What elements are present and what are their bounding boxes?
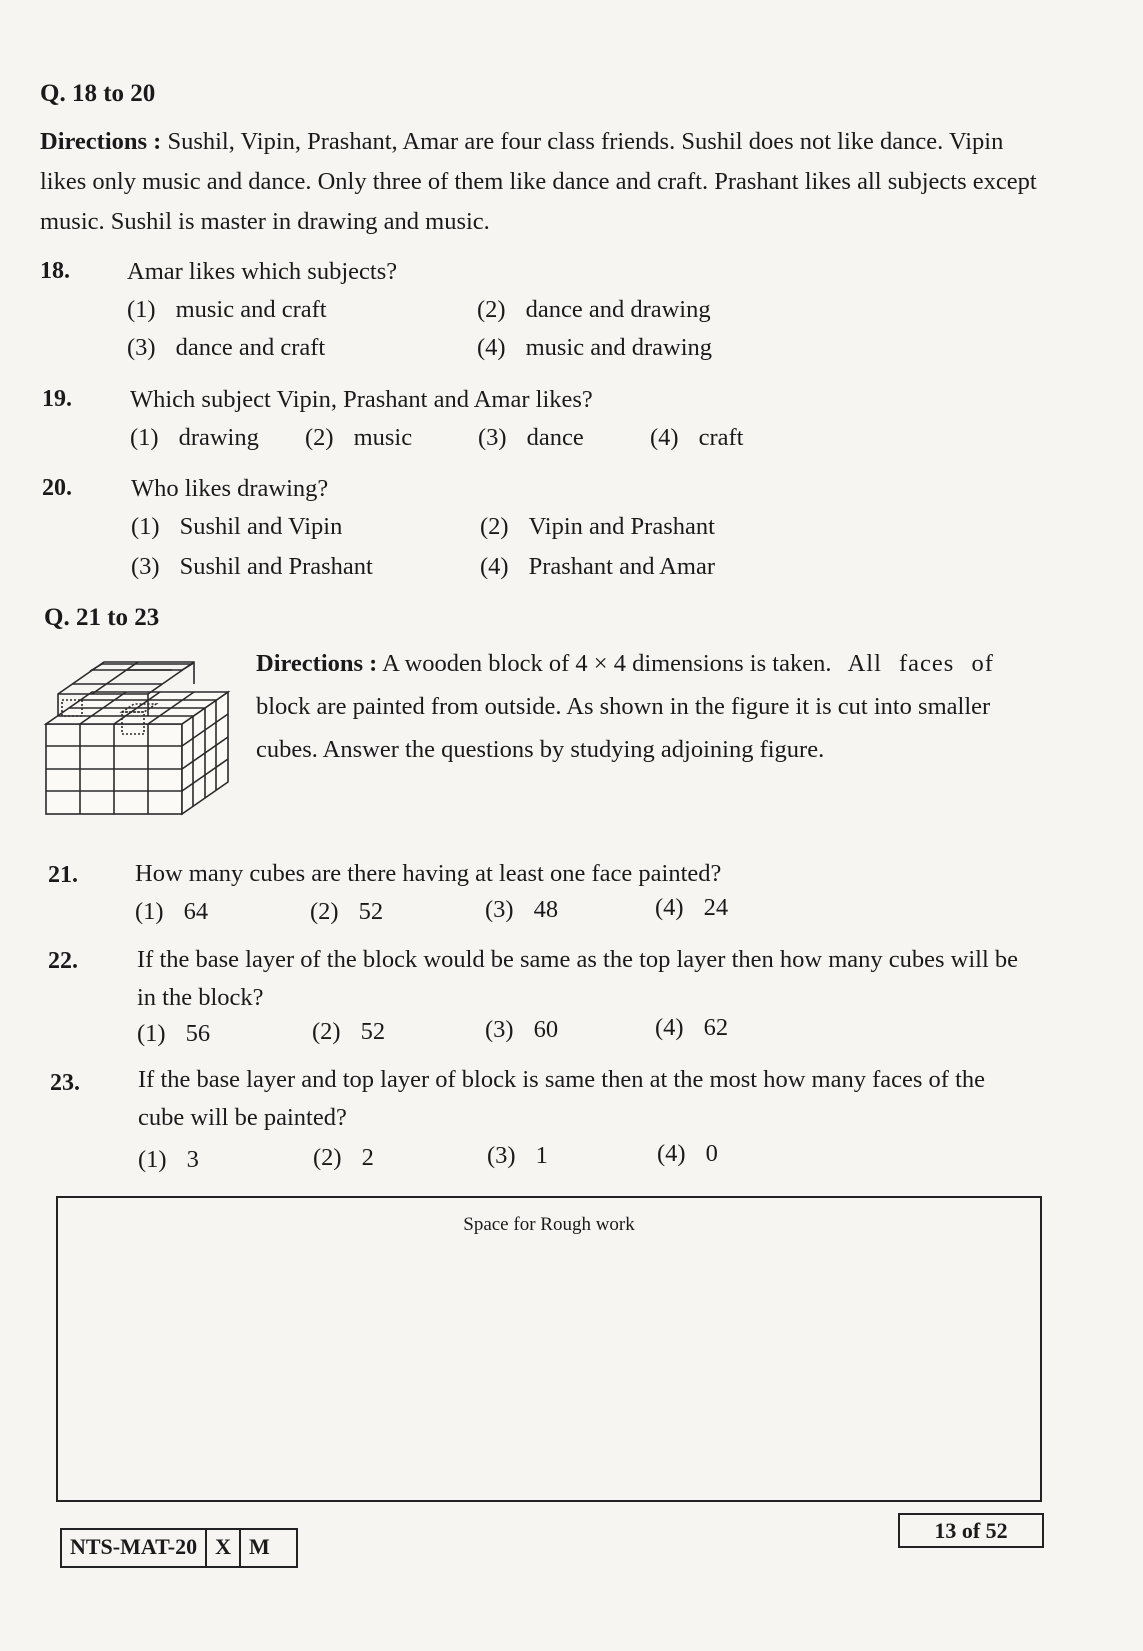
option-2: (2) dance and drawing xyxy=(477,296,711,323)
option-1: (1) music and craft xyxy=(127,296,327,323)
directions-21-23-line1: Directions : A wooden block of 4 × 4 dimensions is taken. All faces of xyxy=(256,650,994,677)
option-1: (1) 64 xyxy=(135,898,209,925)
option-1: (1) drawing xyxy=(130,424,259,451)
option-2: (2) 2 xyxy=(313,1144,374,1171)
question-number: 19. xyxy=(42,386,72,412)
option-3: (3) 60 xyxy=(485,1016,559,1043)
option-1: (1) 56 xyxy=(137,1020,211,1047)
option-4: (4) craft xyxy=(650,424,744,451)
question-text-line1: If the base layer of the block would be same as the top layer then how many cubes will be xyxy=(137,946,1019,973)
question-number: 23. xyxy=(50,1070,80,1096)
question-text-line1: If the base layer and top layer of block is same then at the most how many faces of the xyxy=(138,1066,986,1093)
section-heading-21-23: Q. 21 to 23 xyxy=(44,604,160,631)
directions-21-23-line2: block are painted from outside. As shown in the figure it is cut into smaller xyxy=(256,693,991,720)
option-3: (3) dance and craft xyxy=(127,334,326,361)
option-1: (1) 3 xyxy=(138,1146,199,1173)
directions-label: Directions : xyxy=(256,650,378,677)
question-text: Which subject Vipin, Prashant and Amar likes? xyxy=(130,386,593,413)
directions-21-23-line3: cubes. Answer the questions by studying adjoining figure. xyxy=(256,736,825,763)
option-2: (2) 52 xyxy=(310,898,384,925)
cube-block-figure xyxy=(42,654,242,824)
rough-work-label: Space for Rough work xyxy=(463,1214,635,1235)
option-3: (3) 48 xyxy=(485,896,559,923)
option-2: (2) 52 xyxy=(312,1018,386,1045)
rough-work-box xyxy=(56,1196,1042,1502)
option-4: (4) Prashant and Amar xyxy=(480,553,716,580)
page-number: 13 of 52 xyxy=(898,1513,1044,1548)
paper-code-part: X xyxy=(207,1530,241,1566)
question-number: 21. xyxy=(48,862,78,888)
question-number: 18. xyxy=(40,258,70,284)
question-text: Who likes drawing? xyxy=(131,475,329,502)
option-4: (4) 0 xyxy=(657,1140,718,1167)
question-number: 22. xyxy=(48,948,78,974)
paper-code-part: NTS-MAT-20 xyxy=(62,1530,207,1566)
question-text-line2: cube will be painted? xyxy=(138,1104,347,1131)
question-text: Amar likes which subjects? xyxy=(127,258,398,285)
option-3: (3) 1 xyxy=(487,1142,548,1169)
question-number: 20. xyxy=(42,475,72,501)
option-4: (4) 62 xyxy=(655,1014,729,1041)
option-2: (2) music xyxy=(305,424,413,451)
question-text-line2: in the block? xyxy=(137,984,264,1011)
option-4: (4) music and drawing xyxy=(477,334,713,361)
option-4: (4) 24 xyxy=(655,894,729,921)
option-1: (1) Sushil and Vipin xyxy=(131,513,343,540)
paper-code xyxy=(60,1528,298,1568)
directions-label: Directions : xyxy=(40,128,162,155)
option-2: (2) Vipin and Prashant xyxy=(480,513,715,540)
directions-18-20 xyxy=(40,122,1050,242)
directions-text: Sushil, Vipin, Prashant, Amar are four class friends. Sushil does not like dance. Vipin likes only music and dance. Only three of them like dance and craft. Prashant likes all subjects except music. Sushil is master in drawing and music. xyxy=(40,128,1037,235)
paper-code-part: M xyxy=(249,1534,270,1559)
section-heading-18-20: Q. 18 to 20 xyxy=(40,80,156,107)
question-text: How many cubes are there having at least one face painted? xyxy=(135,860,722,887)
option-3: (3) Sushil and Prashant xyxy=(131,553,373,580)
option-3: (3) dance xyxy=(478,424,584,451)
